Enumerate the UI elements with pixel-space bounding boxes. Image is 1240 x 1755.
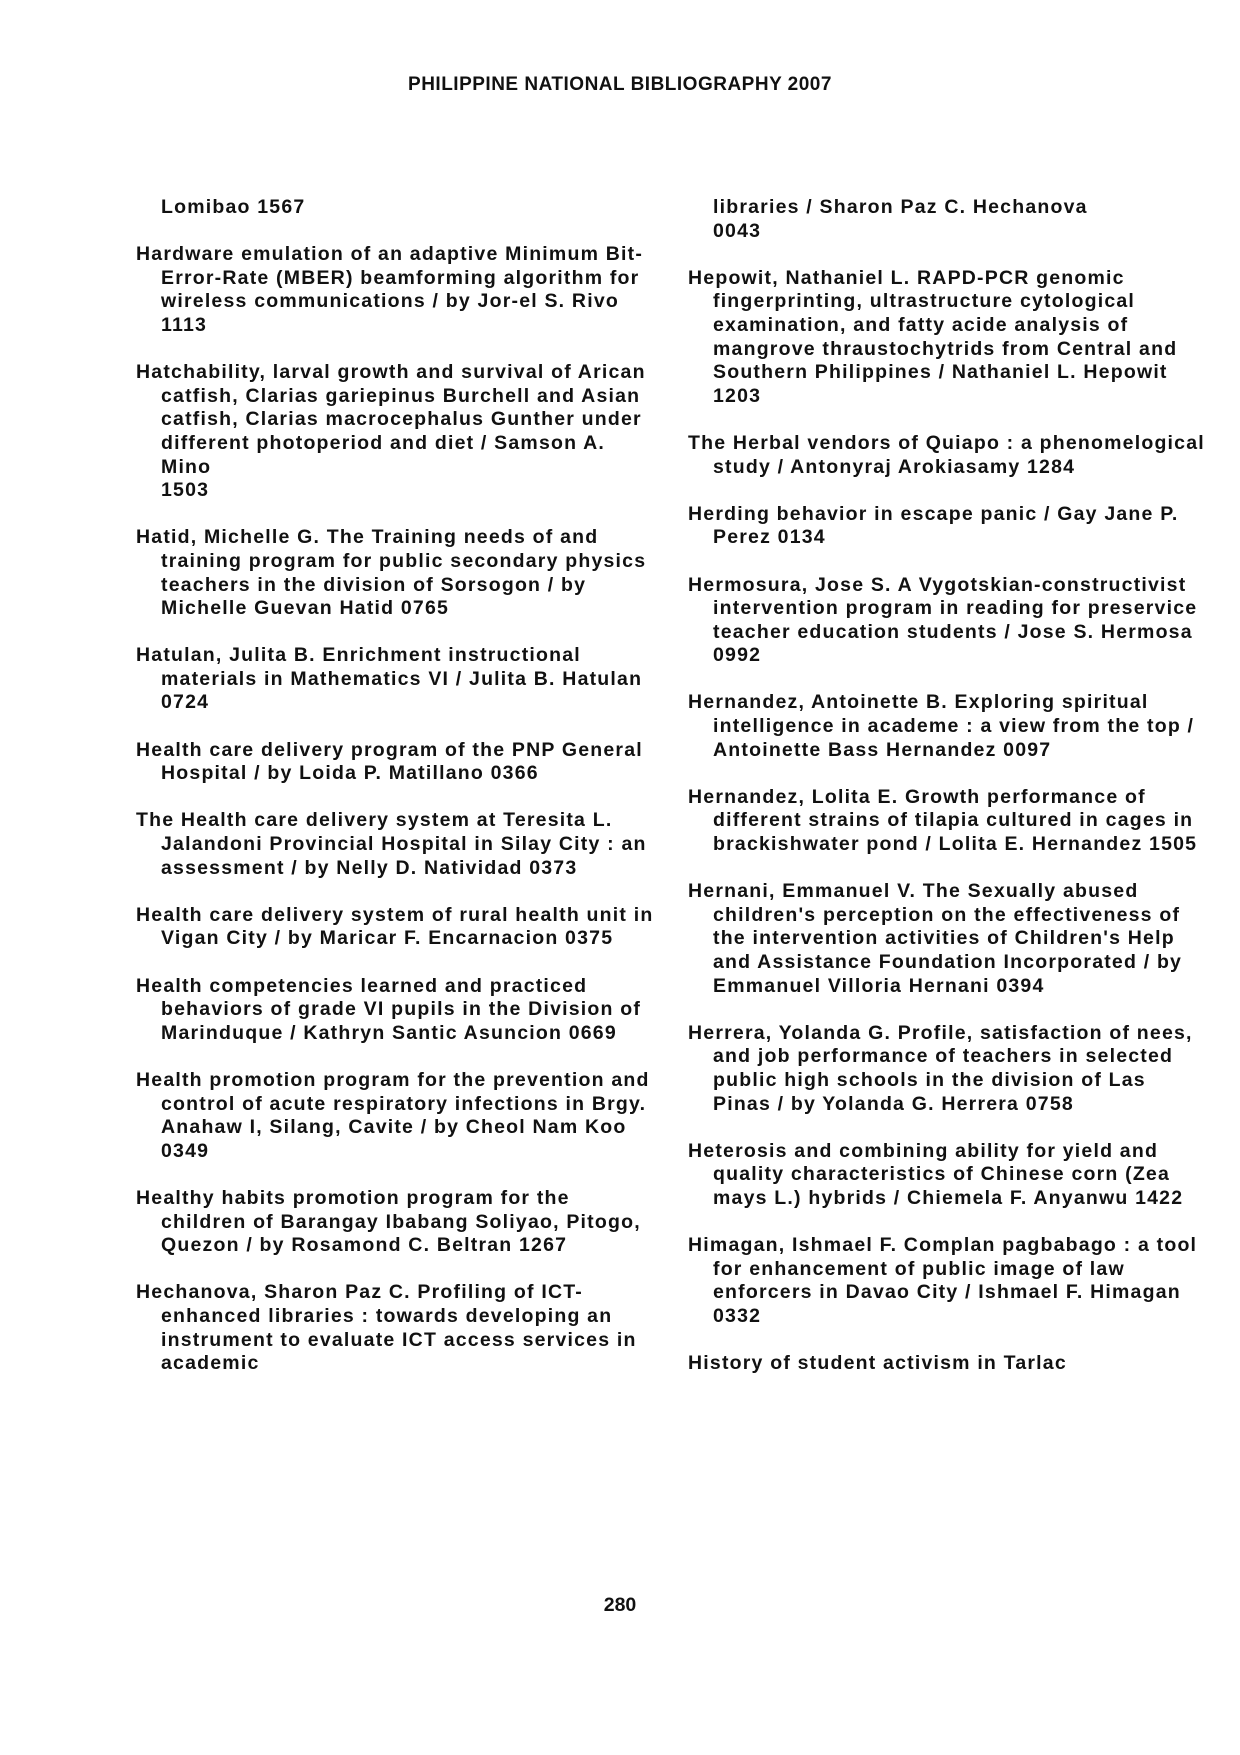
bibliography-entry: History of student activism in Tarlac <box>688 1352 1067 1375</box>
page-title: PHILIPPINE NATIONAL BIBLIOGRAPHY 2007 <box>408 74 832 95</box>
bibliography-entry: Hatid, Michelle G. The Training needs of and training program for public secondary physics teachers in the division of Sorsogon / by Michelle Guevan Hatid 0765 <box>136 526 647 620</box>
bibliography-entry: The Herbal vendors of Quiapo : a phenomelogical study / Antonyraj Arokiasamy 1284 <box>688 431 1205 478</box>
bibliography-entry: Himagan, Ishmael F. Complan pagbabago : a tool for enhancement of public image of law enforcers in Davao City / Ishmael F. Himagan 0332 <box>688 1234 1198 1327</box>
bibliography-entry: Heterosis and combining ability for yield and quality characteristics of Chinese corn (Zea mays L.) hybrids / Chiemela F. Anyanwu 1422 <box>688 1139 1184 1209</box>
continued-entry: Lomibao 1567 <box>161 196 306 218</box>
bibliography-entry: The Health care delivery system at Teresita L. Jalandoni Provincial Hospital in Silay City : an assessment / by Nelly D. Natividad 0373 <box>136 809 647 879</box>
bibliography-entry: Health competencies learned and practiced behaviors of grade VI pupils in the Division of Marinduque / Kathryn Santic Asuncion 0669 <box>136 974 642 1044</box>
bibliography-entry: Health care delivery system of rural health unit in Vigan City / by Maricar F. Encarnacion 0375 <box>136 903 654 950</box>
bibliography-entry: Hernandez, Antoinette B. Exploring spiritual intelligence in academe : a view from the top / Antoinette Bass Hernandez 0097 <box>688 691 1195 761</box>
bibliography-entry: Hardware emulation of an adaptive Minimum Bit-Error-Rate (MBER) beamforming algorithm for wireless communications / by Jor-el S. Rivo 1113 <box>136 243 644 336</box>
bibliography-entry: Hatchability, larval growth and survival of Arican catfish, Clarias gariepinus Burchell and Asian catfish, Clarias macrocephalus Gunther under different photoperiod and diet / Samson A. Mino 1503 <box>136 361 646 502</box>
continued-entry: libraries / Sharon Paz C. Hechanova 0043 <box>713 196 1088 242</box>
bibliography-entry: Hernani, Emmanuel V. The Sexually abused children's perception on the effectiveness of the intervention activities of Children's Help and Assistance Foundation Incorporated / by Emmanuel Villoria Hernani 0394 <box>688 880 1183 997</box>
bibliography-entry: Hatulan, Julita B. Enrichment instructional materials in Mathematics VI / Julita B. Hatulan 0724 <box>136 644 643 714</box>
bibliography-entry: Hepowit, Nathaniel L. RAPD-PCR genomic fingerprinting, ultrastructure cytological examination, and fatty acide analysis of mangrove thraustochytrids from Central and Southern Philippines / Nathaniel L. Hepowit 1203 <box>688 266 1178 407</box>
bibliography-entry: Herrera, Yolanda G. Profile, satisfaction of nees, and job performance of teachers in selected public high schools in the division of Las Pinas / by Yolanda G. Herrera 0758 <box>688 1021 1193 1115</box>
bibliography-entry: Healthy habits promotion program for the children of Barangay Ibabang Soliyao, Pitogo, Quezon / by Rosamond C. Beltran 1267 <box>136 1186 641 1257</box>
bibliography-entry: Hechanova, Sharon Paz C. Profiling of ICT-enhanced libraries : towards developing an instrument to evaluate ICT access services in academic <box>136 1281 637 1375</box>
page-number: 280 <box>603 1594 637 1616</box>
bibliography-entry: Hermosura, Jose S. A Vygotskian-constructivist intervention program in reading for preservice teacher education students / Jose S. Hermosa 0992 <box>688 573 1198 667</box>
bibliography-entry: Health promotion program for the prevention and control of acute respiratory infections in Brgy. Anahaw I, Silang, Cavite / by Cheol Nam Koo 0349 <box>136 1068 650 1162</box>
left-column <box>136 196 656 1399</box>
bibliography-entry: Herding behavior in escape panic / Gay Jane P. Perez 0134 <box>688 502 1179 549</box>
right-column <box>688 196 1208 1399</box>
bibliography-entry: Hernandez, Lolita E. Growth performance of different strains of tilapia cultured in cages in brackishwater pond / Lolita E. Hernandez 1505 <box>688 785 1198 856</box>
bibliography-entry: Health care delivery program of the PNP General Hospital / by Loida P. Matillano 0366 <box>136 738 643 785</box>
